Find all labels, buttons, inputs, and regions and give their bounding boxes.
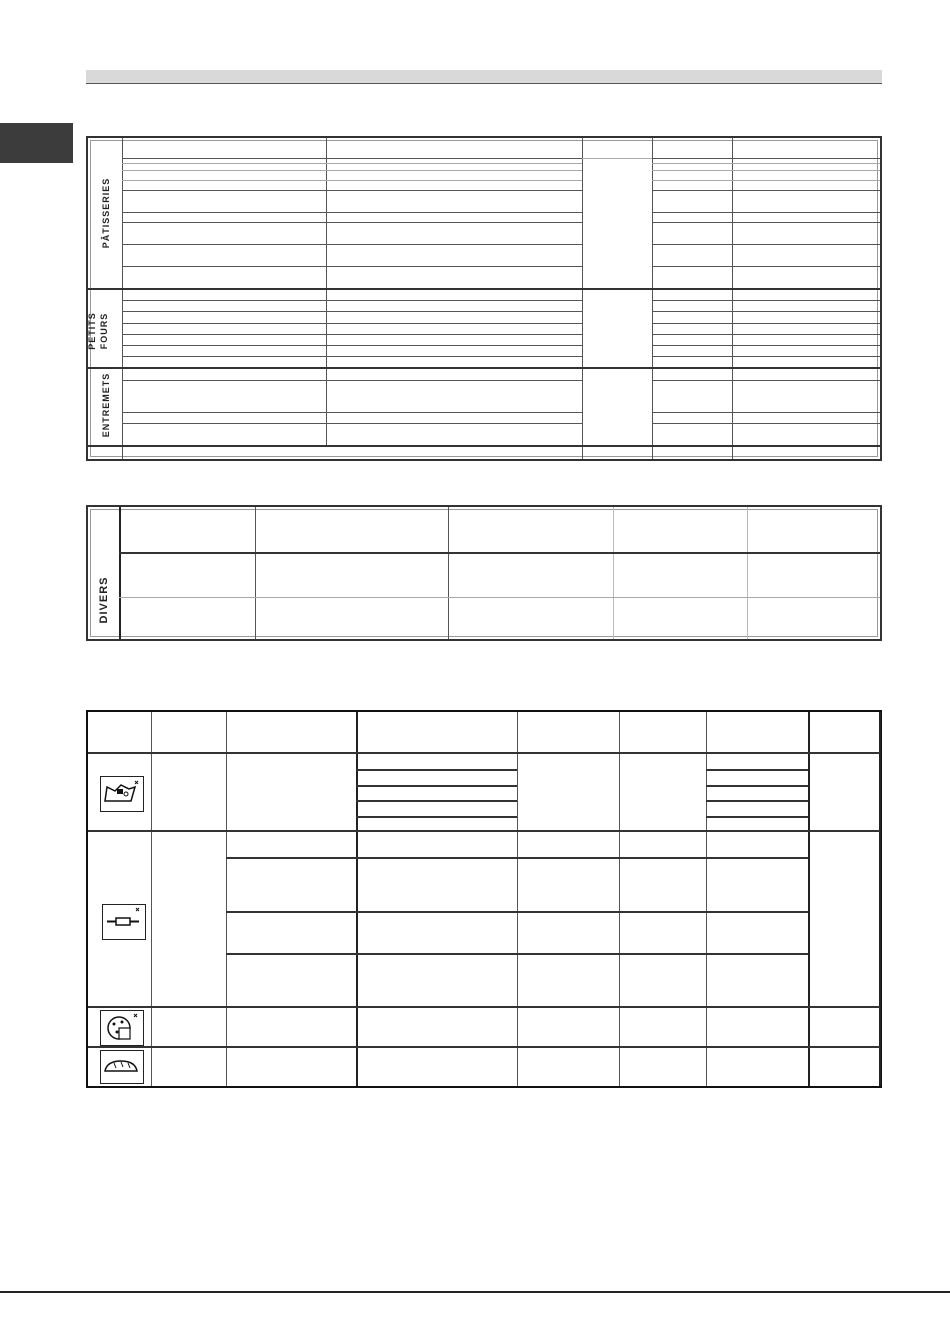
baking-table <box>86 136 882 461</box>
footer-rule <box>0 1291 950 1293</box>
section-label-petits-fours-line1: PETITS <box>87 312 97 350</box>
section-label-petits-fours <box>87 308 120 358</box>
section-label-divers: DIVERS <box>98 576 110 624</box>
divers-table <box>86 505 882 641</box>
functions-table <box>86 710 882 1088</box>
section-label-patisseries: PÂTISSERIES <box>101 177 111 249</box>
bread-loaf-icon <box>100 1050 144 1084</box>
section-label-petits-fours-line2: FOURS <box>99 312 109 350</box>
pie-slice-icon <box>100 1010 144 1046</box>
header-bar <box>86 70 882 84</box>
rolling-pin-icon <box>102 904 146 940</box>
pizza-tray-icon <box>100 776 144 812</box>
language-tab <box>0 123 73 163</box>
section-label-entremets: ENTREMETS <box>101 372 111 438</box>
